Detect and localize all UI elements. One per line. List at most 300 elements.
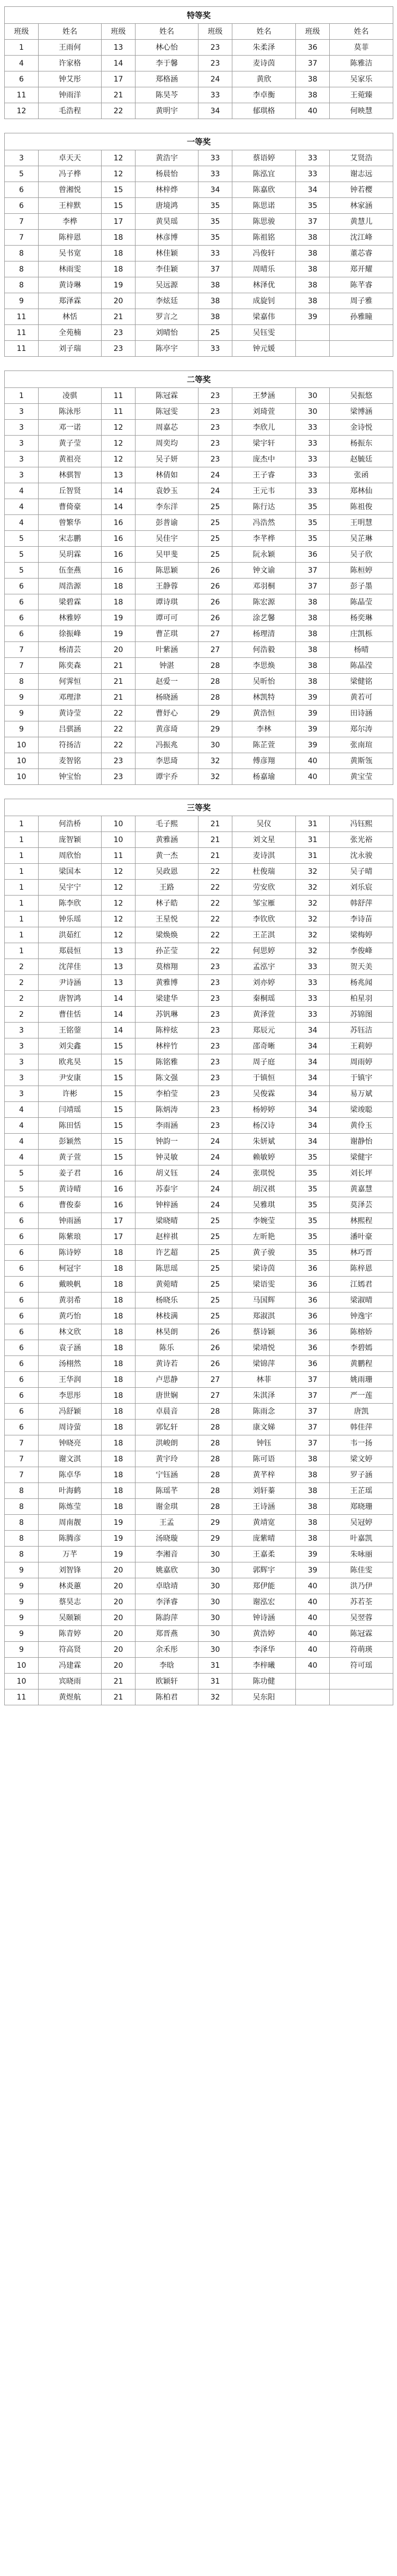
name-cell: 朱妍斌: [232, 1134, 296, 1150]
name-cell: 冯俊轩: [232, 246, 296, 261]
name-cell: 蔡昊志: [39, 1594, 102, 1610]
class-cell: 18: [102, 1404, 136, 1420]
class-cell: 36: [296, 1277, 330, 1292]
name-cell: 林枝满: [136, 1308, 198, 1324]
table-row: [5, 1324, 393, 1340]
table-row: [5, 1102, 393, 1118]
class-cell: 18: [102, 261, 136, 277]
name-cell: 黄羽希: [39, 1292, 102, 1308]
name-cell: 吴芷琳: [330, 531, 393, 547]
name-cell: 郑淑淇: [232, 1308, 296, 1324]
table-row: [5, 1451, 393, 1467]
column-header-row: [5, 24, 393, 40]
name-cell: 杨嘉瑜: [232, 769, 296, 785]
name-cell: 杨汉诗: [232, 1118, 296, 1134]
name-cell: 梁健铭: [330, 674, 393, 690]
class-cell: 34: [198, 103, 232, 119]
name-cell: 林骐智: [39, 467, 102, 483]
name-cell: 李诗苗: [330, 911, 393, 927]
name-cell: 曹佳恬: [39, 1007, 102, 1023]
name-cell: 莫榕翔: [136, 959, 198, 975]
class-cell: 33: [198, 341, 232, 357]
class-cell: 36: [296, 1324, 330, 1340]
name-cell: 郭钇轩: [136, 1420, 198, 1435]
award-section: [4, 370, 393, 785]
name-cell: 林巧晋: [330, 1245, 393, 1261]
award-table: [4, 799, 393, 1705]
class-cell: 26: [198, 610, 232, 626]
name-cell: 林凯特: [232, 690, 296, 706]
table-row: [5, 832, 393, 848]
name-cell: 郑泽霖: [39, 293, 102, 309]
class-cell: 34: [296, 1118, 330, 1134]
class-cell: 26: [198, 563, 232, 579]
class-cell: 15: [102, 1150, 136, 1165]
table-row: [5, 1007, 393, 1023]
class-cell: 39: [296, 309, 330, 325]
name-cell: 林倩如: [136, 467, 198, 483]
name-cell: 郑尔涛: [330, 721, 393, 737]
class-cell: 29: [198, 706, 232, 721]
class-cell: 32: [296, 864, 330, 880]
name-cell: 吴子欣: [330, 547, 393, 563]
class-cell: 36: [296, 1340, 330, 1356]
name-cell: 尹安康: [39, 1070, 102, 1086]
name-cell: 吴子晴: [330, 864, 393, 880]
class-cell: 6: [5, 579, 39, 594]
name-cell: 彭子墨: [330, 579, 393, 594]
name-cell: 钟诗涵: [232, 1610, 296, 1626]
class-cell: 11: [5, 1689, 39, 1705]
class-cell: 27: [198, 1388, 232, 1404]
name-cell: 金诗悦: [330, 420, 393, 436]
name-cell: 陈腾彦: [39, 1531, 102, 1547]
class-cell: 2: [5, 1007, 39, 1023]
name-cell: 苏若荃: [330, 1594, 393, 1610]
class-cell: 12: [5, 103, 39, 119]
name-cell: 杨兆闻: [330, 975, 393, 991]
table-row: [5, 436, 393, 451]
name-cell: 黄浩婷: [232, 1626, 296, 1642]
class-cell: 12: [102, 451, 136, 467]
name-cell: 赵毓廷: [330, 451, 393, 467]
class-cell: 23: [198, 388, 232, 404]
name-cell: 周奕均: [136, 436, 198, 451]
name-cell: 苏钰洁: [330, 1023, 393, 1038]
name-cell: 劳安欣: [232, 880, 296, 896]
class-cell: 31: [198, 1658, 232, 1674]
name-cell: 闫靖瑶: [39, 1102, 102, 1118]
name-cell: 李雨涵: [136, 1118, 198, 1134]
name-cell: 陈芊睿: [330, 277, 393, 293]
name-cell: 涂艺馨: [232, 610, 296, 626]
name-cell: 朱咏丽: [330, 1547, 393, 1562]
class-cell: 23: [198, 436, 232, 451]
class-cell: 12: [102, 420, 136, 436]
name-cell: 冯振兆: [136, 737, 198, 753]
name-cell: 黄芊梓: [232, 1467, 296, 1483]
name-cell: 莫菲: [330, 40, 393, 56]
table-row: [5, 1626, 393, 1642]
name-cell: 陈芷萱: [232, 737, 296, 753]
class-cell: 30: [198, 1610, 232, 1626]
class-cell: 34: [296, 1086, 330, 1102]
name-cell: 吴颐颖: [39, 1610, 102, 1626]
class-cell: 2: [5, 959, 39, 975]
name-column-header: 姓名: [232, 24, 296, 40]
class-cell: 38: [198, 309, 232, 325]
name-cell: 吴家乐: [330, 71, 393, 87]
class-cell: 25: [198, 1261, 232, 1277]
name-cell: 何思婷: [232, 943, 296, 959]
name-cell: 陈思诺: [232, 198, 296, 214]
name-cell: 唐境鸿: [136, 198, 198, 214]
class-cell: 23: [198, 1102, 232, 1118]
table-row: [5, 1245, 393, 1261]
class-cell: 13: [102, 959, 136, 975]
class-cell: 22: [102, 103, 136, 119]
class-cell: 35: [198, 230, 232, 246]
name-cell: 刘尖鑫: [39, 1038, 102, 1054]
name-cell: 黄子萱: [39, 1150, 102, 1165]
name-cell: 周嘉芯: [136, 420, 198, 436]
class-cell: 8: [5, 1483, 39, 1499]
class-cell: 13: [102, 975, 136, 991]
class-cell: 6: [5, 1356, 39, 1372]
name-cell: 朱淇泽: [232, 1388, 296, 1404]
class-cell: 9: [5, 293, 39, 309]
table-row: [5, 515, 393, 531]
name-cell: 钟灵敏: [136, 1150, 198, 1165]
class-cell: 38: [296, 277, 330, 293]
class-cell: 15: [102, 1134, 136, 1150]
table-row: [5, 198, 393, 214]
table-row: [5, 1308, 393, 1324]
name-cell: 冯舒颖: [39, 1404, 102, 1420]
class-cell: 27: [198, 642, 232, 658]
class-cell: 23: [198, 1086, 232, 1102]
name-cell: 邓一诺: [39, 420, 102, 436]
class-cell: 32: [198, 753, 232, 769]
name-cell: 陈思骏: [232, 214, 296, 230]
class-cell: 38: [296, 261, 330, 277]
class-cell: 35: [296, 1245, 330, 1261]
name-cell: 林梓竹: [136, 1038, 198, 1054]
name-cell: 杨晓涵: [136, 690, 198, 706]
class-cell: 40: [296, 1610, 330, 1626]
name-cell: 陈祖俊: [330, 499, 393, 515]
award-table: [4, 370, 393, 785]
class-cell: [296, 341, 330, 357]
class-cell: 23: [102, 769, 136, 785]
class-cell: 6: [5, 182, 39, 198]
class-cell: 26: [198, 1356, 232, 1372]
name-cell: 周雨婷: [330, 1054, 393, 1070]
class-cell: 30: [198, 1547, 232, 1562]
table-row: [5, 1134, 393, 1150]
class-cell: 18: [102, 1451, 136, 1467]
name-cell: 钟乐瑶: [39, 911, 102, 927]
class-cell: 34: [296, 1054, 330, 1070]
class-cell: 35: [296, 515, 330, 531]
name-cell: 林子皓: [136, 896, 198, 911]
class-cell: 12: [102, 864, 136, 880]
name-cell: 钟韵一: [136, 1134, 198, 1150]
name-cell: 洪峻朗: [136, 1435, 198, 1451]
name-cell: 彭普谕: [136, 515, 198, 531]
table-row: [5, 261, 393, 277]
class-cell: 17: [102, 214, 136, 230]
name-cell: 许艺超: [136, 1245, 198, 1261]
class-cell: 7: [5, 1451, 39, 1467]
class-cell: 21: [102, 690, 136, 706]
name-cell: 钟晓亮: [39, 1435, 102, 1451]
name-cell: 刘长坪: [330, 1165, 393, 1181]
table-row: [5, 1070, 393, 1086]
name-cell: 王明慧: [330, 515, 393, 531]
name-cell: 阮永颖: [232, 547, 296, 563]
award-title: 一等奖: [5, 133, 393, 150]
class-cell: 40: [296, 1626, 330, 1642]
table-row: [5, 325, 393, 341]
name-cell: 陈亭宇: [136, 341, 198, 357]
name-cell: 邓羽桐: [232, 579, 296, 594]
class-cell: 14: [102, 1023, 136, 1038]
name-cell: 康文娣: [232, 1420, 296, 1435]
class-cell: 33: [296, 150, 330, 166]
name-cell: 唐世娴: [136, 1388, 198, 1404]
name-cell: 李柏莹: [136, 1086, 198, 1102]
name-cell: 贺天美: [330, 959, 393, 975]
class-cell: 37: [296, 563, 330, 579]
class-cell: 7: [5, 1467, 39, 1483]
class-cell: 39: [296, 690, 330, 706]
class-cell: 30: [198, 1562, 232, 1578]
class-cell: 16: [102, 563, 136, 579]
name-cell: 李婉莹: [232, 1213, 296, 1229]
class-cell: 7: [5, 230, 39, 246]
table-row: [5, 388, 393, 404]
name-cell: 欧兆昊: [39, 1054, 102, 1070]
name-cell: 陈李欣: [39, 896, 102, 911]
name-cell: 马国辉: [232, 1292, 296, 1308]
table-row: [5, 103, 393, 119]
class-cell: 6: [5, 1308, 39, 1324]
class-cell: 9: [5, 706, 39, 721]
name-cell: 邵奇晰: [232, 1038, 296, 1054]
name-cell: 吴雅琪: [232, 1197, 296, 1213]
class-cell: 22: [102, 706, 136, 721]
class-cell: 22: [102, 737, 136, 753]
name-cell: 黄巧怡: [39, 1308, 102, 1324]
name-cell: 欧颖轩: [136, 1674, 198, 1689]
class-cell: 4: [5, 515, 39, 531]
class-cell: 6: [5, 1261, 39, 1277]
name-cell: 苏钒琳: [136, 1007, 198, 1023]
class-cell: 33: [198, 246, 232, 261]
name-cell: 谭宇乔: [136, 769, 198, 785]
table-row: [5, 230, 393, 246]
name-cell: 王星悦: [136, 911, 198, 927]
class-cell: 3: [5, 420, 39, 436]
table-row: [5, 563, 393, 579]
name-cell: 李思琦: [136, 753, 198, 769]
name-cell: 李桦: [39, 214, 102, 230]
class-cell: 22: [198, 864, 232, 880]
class-cell: 38: [296, 246, 330, 261]
name-cell: 郭辉宇: [232, 1562, 296, 1578]
name-cell: 林文欣: [39, 1324, 102, 1340]
class-cell: 18: [102, 1292, 136, 1308]
class-cell: 34: [296, 1134, 330, 1150]
name-cell: 田诗涵: [330, 706, 393, 721]
name-cell: 孙芷莹: [136, 943, 198, 959]
name-cell: 王菀臻: [330, 87, 393, 103]
name-cell: 李湘音: [136, 1547, 198, 1562]
class-cell: 19: [102, 1515, 136, 1531]
table-row: [5, 1594, 393, 1610]
name-cell: 王莉婷: [330, 1038, 393, 1054]
class-cell: 24: [198, 71, 232, 87]
name-cell: 陈青婷: [39, 1626, 102, 1642]
table-row: [5, 182, 393, 198]
class-cell: 33: [296, 1007, 330, 1023]
class-cell: 8: [5, 261, 39, 277]
class-cell: 5: [5, 547, 39, 563]
class-cell: 20: [102, 1578, 136, 1594]
name-cell: 陈泳彤: [39, 404, 102, 420]
name-cell: 韩舒萍: [330, 896, 393, 911]
name-cell: 钟若樱: [330, 182, 393, 198]
name-cell: 梁竣聪: [330, 1102, 393, 1118]
name-cell: 李林: [232, 721, 296, 737]
name-cell: 赖敏婷: [232, 1150, 296, 1165]
name-cell: 赵梓祺: [136, 1229, 198, 1245]
class-cell: 18: [102, 594, 136, 610]
name-cell: 梁梅婷: [330, 927, 393, 943]
name-cell: 李泽华: [232, 1642, 296, 1658]
award-title-row: [5, 799, 393, 816]
name-cell: 黄菀晴: [136, 1277, 198, 1292]
class-cell: 15: [102, 1070, 136, 1086]
class-cell: 22: [198, 911, 232, 927]
name-cell: 梁宇轩: [232, 436, 296, 451]
name-cell: 杨晓乐: [136, 1292, 198, 1308]
name-cell: 谢泓宏: [232, 1594, 296, 1610]
name-cell: 李佳颖: [136, 261, 198, 277]
class-cell: 3: [5, 404, 39, 420]
name-cell: 黄斯瓴: [330, 753, 393, 769]
name-cell: 沈萍佳: [39, 959, 102, 975]
class-cell: 6: [5, 610, 39, 626]
class-cell: 38: [296, 1451, 330, 1467]
class-cell: 18: [102, 1435, 136, 1451]
class-cell: 20: [102, 1594, 136, 1610]
class-cell: 19: [102, 277, 136, 293]
name-cell: 叶紫涵: [136, 642, 198, 658]
table-row: [5, 1689, 393, 1705]
class-cell: 39: [296, 737, 330, 753]
name-cell: 陈冠雯: [136, 404, 198, 420]
class-cell: 30: [198, 1642, 232, 1658]
name-cell: 杨婷婷: [232, 1102, 296, 1118]
class-cell: 7: [5, 658, 39, 674]
class-cell: 8: [5, 1499, 39, 1515]
class-cell: 24: [198, 1197, 232, 1213]
name-cell: 尹诗涵: [39, 975, 102, 991]
name-cell: 陈功健: [232, 1674, 296, 1689]
table-row: [5, 1023, 393, 1038]
name-cell: 梁锦萍: [232, 1356, 296, 1372]
class-cell: 23: [198, 1118, 232, 1134]
name-cell: 杨晨怡: [136, 166, 198, 182]
name-cell: 曹妤心: [136, 706, 198, 721]
class-cell: 13: [102, 943, 136, 959]
name-cell: 刘子瑞: [39, 341, 102, 357]
table-row: [5, 277, 393, 293]
class-cell: 18: [102, 1499, 136, 1515]
class-cell: 18: [102, 246, 136, 261]
name-cell: 曾繁华: [39, 515, 102, 531]
name-cell: 蔡诗颖: [232, 1324, 296, 1340]
name-cell: 钟文谕: [232, 563, 296, 579]
name-cell: 黄雅涵: [136, 832, 198, 848]
class-cell: 6: [5, 1197, 39, 1213]
class-cell: 21: [198, 832, 232, 848]
name-cell: 谢静怡: [330, 1134, 393, 1150]
name-cell: 郑开耀: [330, 261, 393, 277]
name-cell: 林雨雯: [39, 261, 102, 277]
name-cell: 王静蓉: [136, 579, 198, 594]
class-cell: 5: [5, 1181, 39, 1197]
class-cell: 11: [102, 848, 136, 864]
name-cell: 周子庭: [232, 1054, 296, 1070]
table-row: [5, 1610, 393, 1626]
class-cell: 39: [296, 1562, 330, 1578]
class-cell: 15: [102, 198, 136, 214]
name-cell: 梁文婷: [330, 1451, 393, 1467]
class-cell: 33: [296, 166, 330, 182]
class-cell: 16: [102, 515, 136, 531]
class-cell: 18: [102, 1324, 136, 1340]
class-cell: 18: [102, 1388, 136, 1404]
name-cell: 黄煜航: [39, 1689, 102, 1705]
class-cell: 12: [102, 150, 136, 166]
name-cell: 谭诗琪: [136, 594, 198, 610]
table-row: [5, 769, 393, 785]
class-cell: 10: [5, 753, 39, 769]
class-cell: 12: [102, 880, 136, 896]
name-cell: 林梓烨: [136, 182, 198, 198]
name-cell: 柯冠宇: [39, 1261, 102, 1277]
name-cell: 陈铭雅: [136, 1054, 198, 1070]
class-cell: 4: [5, 1150, 39, 1165]
class-cell: 35: [296, 1213, 330, 1229]
name-cell: 黄彦琦: [136, 721, 198, 737]
class-cell: 10: [5, 1674, 39, 1689]
name-cell: 陈韵萍: [136, 1610, 198, 1626]
name-cell: 吴俊霖: [232, 1086, 296, 1102]
class-cell: 38: [296, 71, 330, 87]
class-cell: 15: [102, 1102, 136, 1118]
name-cell: 胡义钰: [136, 1165, 198, 1181]
class-cell: 23: [198, 1070, 232, 1086]
name-cell: 黄诗莹: [39, 706, 102, 721]
name-cell: 卓晗靖: [136, 1578, 198, 1594]
class-cell: 34: [296, 1102, 330, 1118]
name-cell: 陈可语: [232, 1451, 296, 1467]
award-title: 特等奖: [5, 7, 393, 24]
